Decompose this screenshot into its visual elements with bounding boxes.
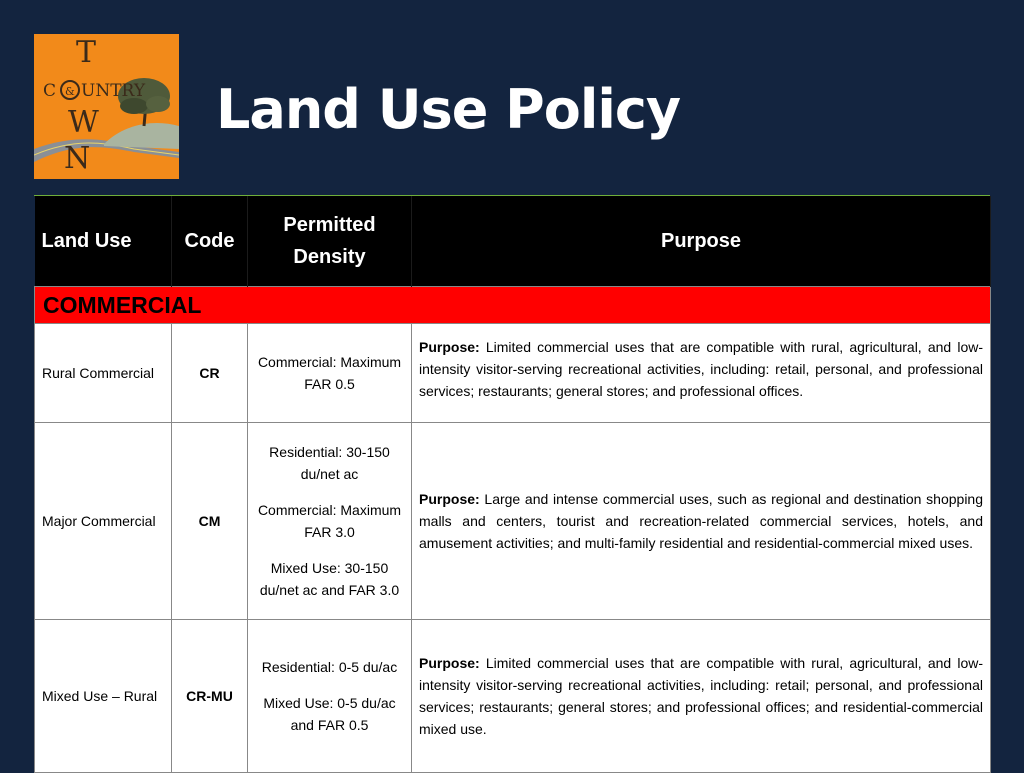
purpose-cell — [412, 324, 991, 423]
svg-text:N: N — [64, 141, 91, 176]
density-cell — [248, 324, 412, 423]
land-use-cell: Rural Commercial — [35, 324, 172, 423]
code-cell: CM — [172, 423, 248, 620]
category-label: COMMERCIAL — [35, 287, 991, 324]
density-cell — [248, 423, 412, 620]
density-line: Commercial: Maximum FAR 0.5 — [257, 354, 402, 392]
density-cell — [248, 620, 412, 773]
table-row — [35, 620, 991, 773]
density-line: Mixed Use: 0-5 du/ac and FAR 0.5 — [263, 695, 396, 733]
land-use-table — [34, 196, 991, 773]
code-cell: CR — [172, 324, 248, 423]
land-use-cell: Major Commercial — [35, 423, 172, 620]
town-and-country-logo — [34, 34, 179, 179]
column-header-land-use: Land Use — [35, 196, 172, 287]
table-header-row — [35, 196, 991, 287]
land-use-cell: Mixed Use – Rural — [35, 620, 172, 773]
column-header-permitted-density: Permitted Density — [248, 196, 412, 287]
svg-text:&: & — [65, 85, 75, 98]
purpose-text: Limited commercial uses that are compatible with rural, agricultural, and low-intensity visitor-serving recreational activities, including: retail, personal, and professional services; restaurants; general stores; and professional offices. — [419, 339, 984, 399]
purpose-text: Large and intense commercial uses, such as regional and destination shopping malls and centers, tourist and recreation-related commercial services, hotels, and amusement activities; and multi-family residential and residential-commercial mixed uses. — [419, 491, 983, 551]
column-header-code: Code — [172, 196, 248, 287]
density-line: Residential: 0-5 du/ac — [261, 659, 398, 675]
purpose-cell — [412, 620, 991, 773]
svg-text:C: C — [43, 81, 57, 101]
purpose-cell — [412, 423, 991, 620]
density-line: Commercial: Maximum FAR 3.0 — [257, 502, 402, 540]
purpose-text: Limited commercial uses that are compatible with rural, agricultural, and low-intensity visitor-serving recreational activities, including: retail; personal, and professional services; restaurants; general stores; and professional offices; and residential-commercial mixed use. — [419, 655, 984, 737]
density-line: Residential: 30-150 du/net ac — [269, 444, 390, 482]
category-row — [35, 287, 991, 324]
code-cell: CR-MU — [172, 620, 248, 773]
purpose-label: Purpose: — [419, 491, 480, 507]
table-row — [35, 324, 991, 423]
table-row — [35, 423, 991, 620]
purpose-label: Purpose: — [419, 655, 480, 671]
purpose-label: Purpose: — [419, 339, 480, 355]
page-title: Land Use Policy — [216, 78, 681, 141]
density-line: Mixed Use: 30-150 du/net ac and FAR 3.0 — [259, 560, 400, 598]
svg-text:UNTRY: UNTRY — [81, 81, 146, 101]
column-header-purpose: Purpose — [412, 196, 991, 287]
svg-text:W: W — [68, 105, 99, 140]
logo-letter-t: T — [76, 35, 97, 70]
